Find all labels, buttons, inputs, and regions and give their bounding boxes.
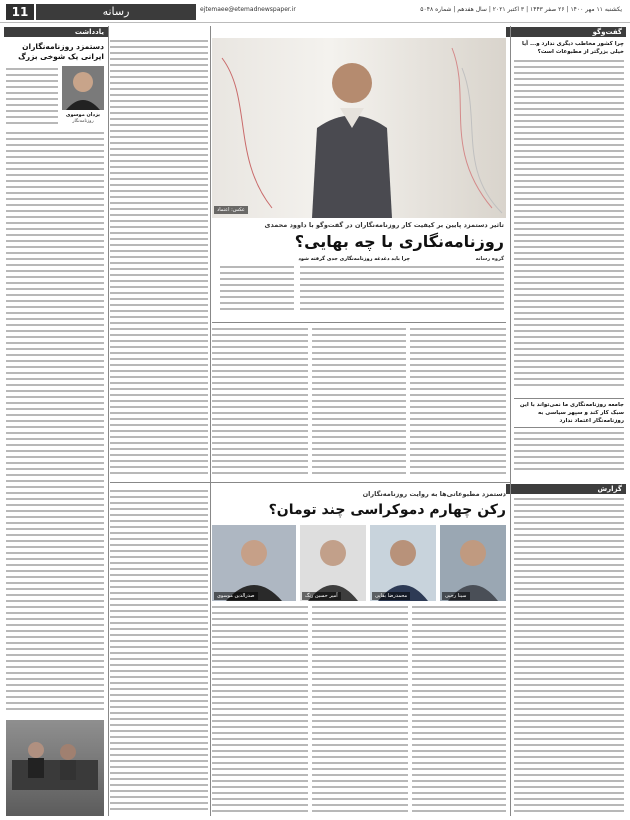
portrait-4-name: صدرالدین موسوی <box>214 592 258 600</box>
column-rule <box>210 26 211 816</box>
opinion-lead <box>6 68 58 128</box>
opinion-title: دستمزد روزنامه‌نگاران ایرانی یک شوخی بزرگ <box>18 42 104 61</box>
portrait-1 <box>440 525 506 601</box>
bottom-body-col-1 <box>412 606 506 816</box>
dateline: یکشنبه ۱۱ مهر ۱۴۰۰ | ۲۶ صفر ۱۴۴۳ | ۳ اکتبر ۲۰۲۱ | سال هفدهم | شماره ۵۰۴۸ <box>420 6 622 13</box>
column-rule <box>510 26 511 816</box>
page-number: 11 <box>6 4 34 20</box>
middle-column-body <box>110 40 208 478</box>
main-lead-side <box>220 266 294 318</box>
portrait-2 <box>370 525 436 601</box>
main-body-col-1 <box>410 328 506 478</box>
newsroom-scene <box>6 720 104 816</box>
right-column-label: گفت‌وگو <box>506 27 626 37</box>
right-column-body-end <box>514 432 624 476</box>
photo-credit: عکس: اعتماد <box>214 206 248 214</box>
portrait-3-figure <box>300 525 366 601</box>
main-body-col-3 <box>212 328 308 478</box>
right-column-body <box>514 60 624 390</box>
main-intro: چرا باید دغدغه روزنامه‌نگاری جدی گرفته شود <box>298 256 410 262</box>
section-email: ejtemaee@etemadnewspaper.ir <box>200 6 296 13</box>
portrait-4-figure <box>212 525 296 601</box>
opinion-body <box>6 132 104 716</box>
section-title: رسانه <box>36 4 196 20</box>
portrait-3-name: آمیر حسین رنگ <box>302 592 341 600</box>
portrait-2-figure <box>370 525 436 601</box>
portrait-4 <box>212 525 296 601</box>
author-portrait <box>62 66 104 110</box>
divider <box>212 322 506 323</box>
portrait-3 <box>300 525 366 601</box>
portrait-1-name: سینا رجبی <box>442 592 470 600</box>
author-role: روزنامه‌نگار <box>72 119 94 124</box>
bottom-body-col-3 <box>212 606 308 816</box>
bottom-label: گزارش <box>506 484 626 494</box>
main-lead-text <box>300 266 504 318</box>
main-body-col-2 <box>312 328 406 478</box>
bottom-headline: رکن چهارم دموکراسی چند تومان؟ <box>268 502 506 518</box>
main-story-photo <box>212 38 506 218</box>
right-highlight-quote: جامعه روزنامه‌نگاری ما نمی‌تواند با این سبک کار کند و سپهر سیاسی به روزنامه‌نگار اعتماد ندارد <box>514 398 624 428</box>
author-name: یزدان موسوی <box>65 112 101 118</box>
story-divider <box>110 482 510 483</box>
column-rule <box>108 26 109 816</box>
main-headline: روزنامه‌نگاری با چه بهایی؟ <box>294 232 504 251</box>
author-photo <box>62 66 104 110</box>
bottom-body-col-2 <box>312 606 408 816</box>
bottom-kicker: دستمزد مطبوعاتی‌ها به روایت روزنامه‌نگاران <box>362 490 506 498</box>
bottom-body-col-4 <box>110 490 208 816</box>
portrait-2-name: محمدرضا بقایی <box>372 592 410 600</box>
portrait-1-figure <box>440 525 506 601</box>
main-byline: گروه رسانه <box>475 256 504 262</box>
main-kicker: تاثیر دستمزد پایین بر کیفیت کار روزنامه‌نگاران در گفت‌وگو با داوود محمدی <box>264 221 504 229</box>
interviewee-figure <box>212 38 506 218</box>
bottom-right-body <box>514 498 624 816</box>
right-lead-question: چرا کشور مخاطب دیگری ندارد و... آیا خیلی بزرگتر از مطبوعات است؟ <box>522 41 624 55</box>
left-column-label: یادداشت <box>4 27 108 37</box>
opinion-bottom-photo <box>6 720 104 816</box>
